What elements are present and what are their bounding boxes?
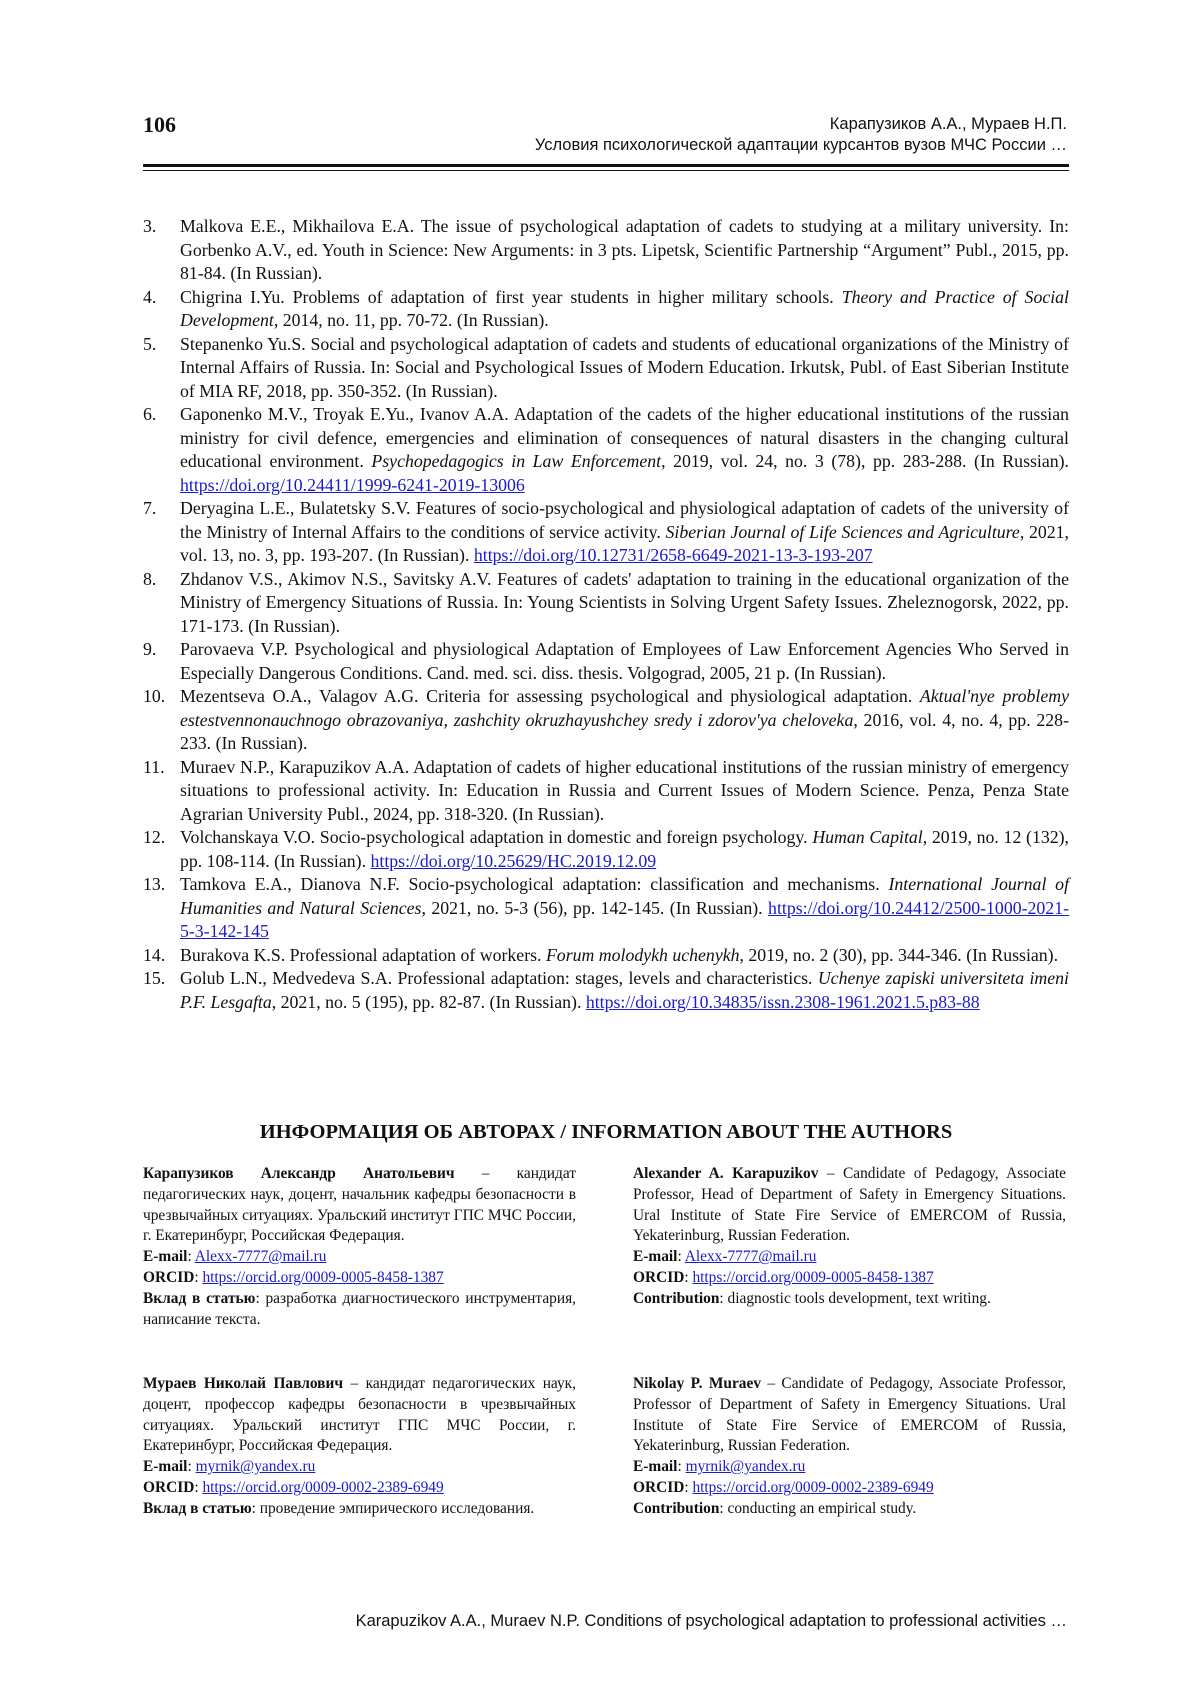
reference-number: 14. [143, 944, 166, 965]
running-head-title: Условия психологической адаптации курсантов вузов МЧС России … [534, 136, 1067, 154]
author-orcid-link[interactable]: https://orcid.org/0009-0002-2389-6949 [202, 1478, 444, 1496]
contribution-label-en: Contribution [633, 1289, 720, 1307]
email-label: E-mail [143, 1248, 188, 1266]
reference-text: Stepanenko Yu.S. Social and psychological adaptation of cadets and students of educational organizations of the Ministry of Internal Affairs of Russia. In: Social and Psychological Issues of Modern Education. Irkutsk, Publ. of East Siberian Institute of MIA RF, 2018, pp. 350-352. (In Russian). [180, 333, 1069, 401]
reference-number: 4. [143, 286, 157, 307]
author-contribution-ru: : разработка диагностического инструментария, написание текста. [143, 1289, 577, 1328]
orcid-label: ORCID [633, 1268, 685, 1286]
reference-text: Burakova K.S. Professional adaptation of workers. [180, 944, 546, 965]
reference-details: , 2021, vol. 13, no. 3, pp. 193-207. (In Russian). [180, 521, 1069, 565]
reference-journal: Uchenye zapiski universiteta imeni P.F. Lesgafta [180, 968, 1069, 1012]
reference-number: 9. [143, 639, 157, 659]
reference-number: 11. [143, 756, 165, 777]
orcid-label: ORCID [633, 1478, 685, 1496]
reference-number: 5. [143, 333, 157, 354]
reference-text: Zhdanov V.S., Akimov N.S., Savitsky A.V. Features of cadets' adaptation to training in the educational organization of the Ministry of Emergency Situations of Russia. In: Young Scientists in Solving Urgent Safety Issues. Zheleznogorsk, 2022, pp. 171-173. (In Russian). [180, 568, 1069, 636]
reference-doi-link[interactable]: https://doi.org/10.34835/issn.2308-1961.2021.5.p83-88 [585, 991, 980, 1012]
author-contribution-en: : conducting an empirical study. [719, 1499, 917, 1517]
reference-item [143, 215, 1069, 286]
reference-journal: Siberian Journal of Life Sciences and Agriculture [665, 521, 1020, 542]
reference-number: 15. [143, 968, 166, 988]
author-email-link[interactable]: Alexx-7777@mail.ru [194, 1248, 327, 1266]
reference-item [143, 826, 1069, 873]
email-label: E-mail [633, 1458, 678, 1476]
reference-text: Golub L.N., Medvedeva S.A. Professional adaptation: stages, levels and characteristics. [180, 968, 818, 988]
reference-doi-link[interactable]: https://doi.org/10.12731/2658-6649-2021-13-3-193-207 [473, 545, 873, 565]
reference-details: , 2014, no. 11, pp. 70-72. (In Russian). [273, 310, 549, 330]
reference-doi-link[interactable]: https://doi.org/10.25629/HC.2019.12.09 [370, 850, 657, 871]
reference-text: Mezentseva O.A., Valagov A.G. Criteria for assessing psychological and physiological adaptation. [180, 686, 920, 706]
reference-text: Gaponenko M.V., Troyak E.Yu., Ivanov A.A. Adaptation of the cadets of the higher educational institutions of the russian ministry for civil defence, emergencies and elimination of consequences of natural disasters in the changing cultural educational environment. [180, 404, 1069, 471]
author-info-ru-1: Карапузиков Александр Анатольевич – кандидат педагогических наук, доцент, начальник кафедры безопасности в чрезвычайных ситуациях. Уральский институт ГПС МЧС России, г. Екатеринбург, Российская Федерация. E-mail: Alexx-7777@mail.ru ORCID: https://orcid.org/0009-0005-8458-1387 Вклад в статью: разработка диагностического инструментария, написание текста. [143, 1165, 577, 1328]
running-head-authors: Карапузиков А.А., Мураев Н.П. [829, 115, 1067, 133]
reference-journal: Theory and Practice of Social Development [180, 286, 1069, 330]
author-orcid-link[interactable]: https://orcid.org/0009-0005-8458-1387 [692, 1268, 934, 1286]
reference-item [143, 756, 1069, 827]
reference-text: Volchanskaya V.O. Socio-psychological adaptation in domestic and foreign psychology. [180, 827, 813, 847]
reference-text: Parovaeva V.P. Psychological and physiological Adaptation of Employees of Law Enforcement Agencies Who Served in Especially Dangerous Conditions. Cand. med. sci. diss. thesis. Volgograd, 2005, 21 p. (In Russian). [180, 639, 1069, 683]
reference-item [143, 497, 1069, 568]
author-email-link[interactable]: Alexx-7777@mail.ru [684, 1248, 817, 1266]
reference-item [143, 568, 1069, 639]
reference-number: 3. [143, 216, 157, 236]
author-name-ru: Карапузиков Александр Анатольевич [143, 1165, 455, 1182]
contribution-label-ru: Вклад в статью [143, 1289, 256, 1307]
author-name-en: Nikolay P. Muraev [633, 1375, 762, 1392]
authors-heading: ИНФОРМАЦИЯ ОБ АВТОРАХ / INFORMATION ABOUT THE AUTHORS [259, 1121, 953, 1143]
header-rule-thin [143, 170, 1069, 171]
author-email-link[interactable]: myrnik@yandex.ru [685, 1458, 806, 1476]
orcid-label: ORCID [143, 1268, 195, 1286]
author-description-ru: – кандидат педагогических наук, доцент, профессор кафедры безопасности в чрезвычайных ситуациях. Уральский институт ГПС МЧС России, г. Екатеринбург, Российская Федерация. [143, 1375, 577, 1455]
author-orcid-link[interactable]: https://orcid.org/0009-0002-2389-6949 [692, 1478, 934, 1496]
running-foot: Karapuzikov A.A., Muraev N.P. Conditions of psychological adaptation to professional activities … [355, 1612, 1067, 1630]
reference-number: 12. [143, 827, 166, 847]
author-info-en-2: Nikolay P. Muraev – Candidate of Pedagogy, Associate Professor, Professor of Department of Safety in Emergency Situations. Ural Institute of State Fire Service of EMERCOM of Russia, Yekaterinburg, Russian Federation. E-mail: myrnik@yandex.ru ORCID: https://orcid.org/0009-0002-2389-6949 Contribution: conducting an empirical study. [633, 1375, 1066, 1517]
author-contribution-en: : diagnostic tools development, text writing. [719, 1289, 991, 1307]
reference-details: , 2019, no. 2 (30), pp. 344-346. (In Russian). [739, 944, 1059, 965]
reference-item [143, 286, 1069, 333]
reference-item [143, 333, 1069, 404]
reference-journal: Human Capital [812, 827, 923, 847]
email-label: E-mail [633, 1248, 678, 1266]
reference-journal: Forum molodykh uchenykh [545, 944, 740, 965]
reference-text: Deryagina L.E., Bulatetsky S.V. Features of socio-psychological and physiological adaptation of cadets of the university of the Ministry of Internal Affairs to the conditions of service activity. [180, 498, 1069, 542]
reference-number: 7. [143, 498, 157, 518]
reference-number: 6. [143, 404, 157, 424]
reference-doi-link[interactable]: https://doi.org/10.24412/2500-1000-2021-5-3-142-145 [180, 897, 1070, 941]
reference-journal: Psychopedagogics in Law Enforcement [371, 451, 662, 471]
email-label: E-mail [143, 1458, 188, 1476]
reference-number: 13. [143, 874, 166, 894]
reference-details: , 2019, no. 12 (132), pp. 108-114. (In Russian). [180, 827, 1070, 871]
reference-item [143, 967, 1069, 1014]
reference-item [143, 873, 1069, 944]
reference-text: Malkova E.E., Mikhailova E.A. The issue of psychological adaptation of cadets to studying at a military university. In: Gorbenko A.V., ed. Youth in Science: New Arguments: in 3 pts. Lipetsk, Scientific Partnership “Argument” Publ., 2015, pp. 81-84. (In Russian). [180, 216, 1069, 283]
reference-details: , 2021, no. 5 (195), pp. 82-87. (In Russian). [271, 991, 586, 1012]
author-name-ru: Мураев Николай Павлович [143, 1375, 344, 1392]
reference-list [143, 215, 1069, 1014]
reference-item [143, 944, 1069, 968]
reference-details: , 2016, vol. 4, no. 4, pp. 228-233. (In Russian). [180, 709, 1069, 753]
author-info-ru-2: Мураев Николай Павлович – кандидат педагогических наук, доцент, профессор кафедры безопасности в чрезвычайных ситуациях. Уральский институт ГПС МЧС России, г. Екатеринбург, Российская Федерация. E-mail: myrnik@yandex.ru ORCID: https://orcid.org/0009-0002-2389-6949 Вклад в статью: проведение эмпирического исследования. [143, 1375, 577, 1517]
author-description-en: – Candidate of Pedagogy, Associate Professor, Professor of Department of Safety in Emergency Situations. Ural Institute of State Fire Service of EMERCOM of Russia, Yekaterinburg, Russian Federation. [633, 1375, 1066, 1455]
author-email-link[interactable]: myrnik@yandex.ru [195, 1458, 316, 1476]
reference-journal: International Journal of Humanities and Natural Sciences [180, 874, 1070, 918]
contribution-label-ru: Вклад в статью [143, 1499, 252, 1517]
author-description-ru: – кандидат педагогических наук, доцент, начальник кафедры безопасности в чрезвычайных ситуациях. Уральский институт ГПС МЧС России, г. Екатеринбург, Российская Федерация. [143, 1165, 576, 1245]
reference-item [143, 685, 1069, 756]
author-info-en-1: Alexander A. Karapuzikov – Candidate of Pedagogy, Associate Professor, Head of Department of Safety in Emergency Situations. Ural Institute of State Fire Service of EMERCOM of Russia, Yekaterinburg, Russian Federation. E-mail: Alexx-7777@mail.ru ORCID: https://orcid.org/0009-0005-8458-1387 Contribution: diagnostic tools development, text writing. [633, 1165, 1067, 1307]
author-contribution-ru: : проведение эмпирического исследования. [251, 1499, 535, 1517]
reference-text: Chigrina I.Yu. Problems of adaptation of first year students in higher military schools. [180, 286, 842, 307]
header-rule-thick [143, 164, 1069, 167]
reference-item [143, 638, 1069, 685]
reference-text: Tamkova E.A., Dianova N.F. Socio-psychological adaptation: classification and mechanisms. [180, 874, 889, 894]
reference-item [143, 403, 1069, 497]
orcid-label: ORCID [143, 1478, 195, 1496]
reference-journal: Aktual'nye problemy estestvennonauchnogo obrazovaniya, zashchity okruzhayushchey sredy i zdorov'ya cheloveka [180, 686, 1069, 730]
reference-text: Muraev N.P., Karapuzikov A.A. Adaptation of cadets of higher educational institutions of the russian ministry of emergency situations to professional activity. In: Education in Russia and Current Issues of Modern Science. Penza, Penza State Agrarian University Publ., 2024, pp. 318-320. (In Russian). [180, 756, 1069, 824]
page-number: 106 [143, 112, 176, 137]
running-head [535, 114, 1067, 156]
reference-doi-link[interactable]: https://doi.org/10.24411/1999-6241-2019-13006 [180, 474, 525, 495]
contribution-label-en: Contribution [633, 1499, 720, 1517]
reference-number: 10. [143, 686, 166, 706]
author-description-en: – Candidate of Pedagogy, Associate Professor, Head of Department of Safety in Emergency Situations. Ural Institute of State Fire Service of EMERCOM of Russia, Yekaterinburg, Russian Federation. [633, 1165, 1067, 1245]
author-orcid-link[interactable]: https://orcid.org/0009-0005-8458-1387 [202, 1268, 444, 1286]
author-name-en: Alexander A. Karapuzikov [633, 1165, 819, 1182]
reference-details: , 2019, vol. 24, no. 3 (78), pp. 283-288. (In Russian). [661, 451, 1069, 471]
reference-number: 8. [143, 568, 157, 589]
reference-details: , 2021, no. 5-3 (56), pp. 142-145. (In Russian). [421, 897, 769, 918]
